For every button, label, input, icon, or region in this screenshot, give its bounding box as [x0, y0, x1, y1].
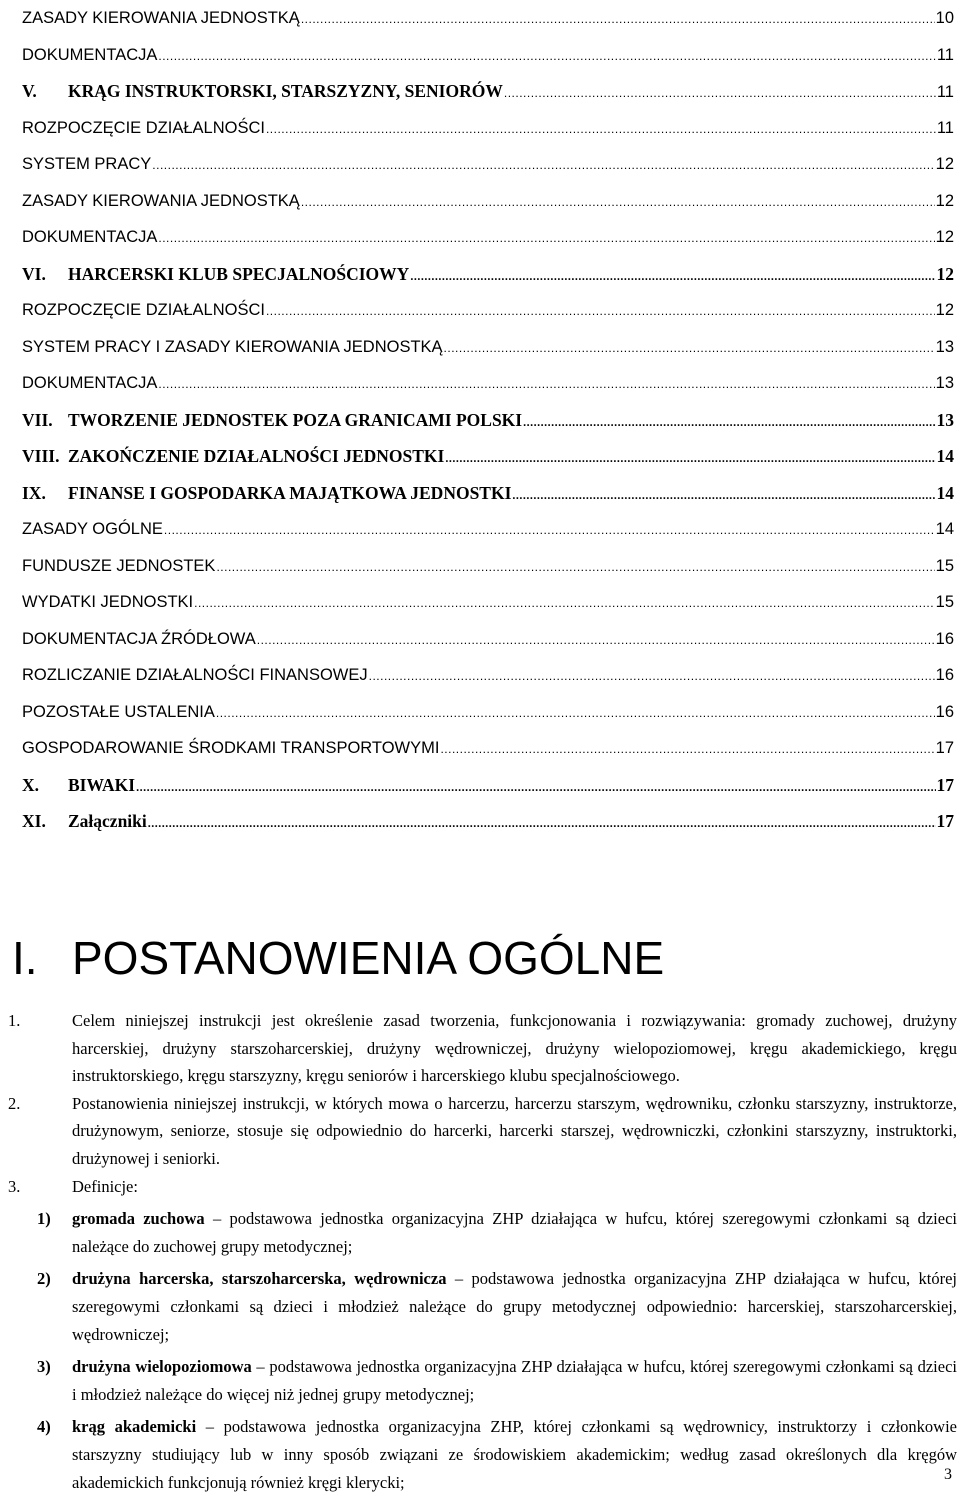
toc-entry[interactable] — [22, 694, 954, 731]
toc-leader-dots — [164, 512, 935, 549]
toc-entry-label: ROZLICZANIE DZIAŁALNOŚCI FINANSOWEJ — [22, 666, 368, 684]
toc-leader-dots — [440, 731, 934, 768]
toc-entry-page: 11 — [936, 83, 954, 101]
toc-leader-dots — [216, 549, 934, 586]
toc-entry[interactable] — [22, 511, 954, 548]
toc-leader-dots — [369, 658, 935, 695]
toc-entry-label: SYSTEM PRACY I ZASADY KIEROWANIA JEDNOSTKĄ — [22, 337, 443, 356]
toc-leader-dots — [504, 75, 936, 112]
toc-entry-number: VII. — [22, 409, 53, 430]
toc-leader-dots — [152, 147, 934, 184]
definition-number: 4) — [37, 1417, 51, 1437]
toc-entry-page: 15 — [935, 593, 954, 611]
toc-entry-label: WYDATKI JEDNOSTKI — [22, 593, 194, 611]
toc-leader-dots — [301, 184, 935, 221]
toc-entry-label: ZASADY OGÓLNE — [22, 520, 163, 538]
definition-item — [0, 1265, 960, 1348]
table-of-contents — [22, 0, 954, 840]
toc-entry-page: 16 — [935, 666, 954, 684]
toc-entry-label: FUNDUSZE JEDNOSTEK — [22, 556, 216, 575]
toc-leader-dots — [148, 805, 936, 842]
paragraph-text: Definicje: — [72, 1176, 138, 1196]
toc-entry-page: 13 — [935, 337, 954, 356]
toc-entry-page: 12 — [935, 228, 954, 246]
toc-entry[interactable] — [22, 73, 954, 110]
toc-entry-page: 15 — [935, 556, 954, 575]
definition-text: – podstawowa jednostka organizacyjna ZHP działająca w hufcu, której szeregowymi członkami są dzieci należące do zuchowej grupy metodycznej; — [72, 1209, 957, 1256]
toc-entry-label: ZAKOŃCZENIE DZIAŁALNOŚCI JEDNOSTKI — [68, 446, 445, 466]
toc-leader-dots — [257, 622, 935, 659]
toc-entry[interactable] — [22, 329, 954, 366]
section-heading — [12, 928, 664, 988]
toc-entry-number: VIII. — [22, 446, 60, 466]
toc-entry-number: VI. — [22, 263, 46, 284]
definition-term: drużyna wielopoziomowa — [72, 1357, 252, 1377]
toc-entry-page: 17 — [936, 811, 954, 831]
toc-entry-page: 12 — [935, 155, 954, 173]
toc-entry-page: 11 — [936, 45, 954, 64]
toc-entry-label: ROZPOCZĘCIE DZIAŁALNOŚCI — [22, 118, 265, 137]
toc-leader-dots — [216, 695, 935, 732]
toc-entry[interactable] — [22, 110, 954, 147]
toc-leader-dots — [444, 330, 935, 367]
toc-entry-page: 14 — [936, 446, 954, 466]
toc-entry-label: FINANSE I GOSPODARKA MAJĄTKOWA JEDNOSTKI — [68, 482, 512, 503]
definition-text: – podstawowa jednostka organizacyjna ZHP działająca w hufcu, której szeregowymi członkami są dzieci i młodzież należące do grupy metodycznej odpowiednio: harcerskiej, starszoharcerskiej, wędrowniczej; — [72, 1269, 957, 1344]
toc-entry-page: 10 — [935, 9, 954, 27]
toc-entry-page: 12 — [935, 191, 954, 210]
toc-leader-dots — [158, 220, 934, 257]
definition-number: 3) — [37, 1357, 51, 1377]
toc-leader-dots — [512, 477, 935, 514]
toc-entry-label: DOKUMENTACJA — [22, 45, 158, 64]
paragraph-number: 1. — [8, 1011, 21, 1030]
toc-entry-page: 16 — [935, 702, 954, 721]
toc-entry-page: 17 — [936, 774, 954, 795]
toc-entry[interactable] — [22, 584, 954, 621]
toc-entry-label: SYSTEM PRACY — [22, 155, 152, 173]
toc-entry[interactable] — [22, 292, 954, 329]
toc-entry[interactable] — [22, 146, 954, 183]
toc-leader-dots — [266, 111, 936, 148]
toc-entry-page: 13 — [936, 409, 954, 430]
definition-term: drużyna harcerska, starszoharcerska, wędrownicza — [72, 1269, 447, 1289]
toc-entry-page: 14 — [936, 482, 954, 503]
toc-entry[interactable] — [22, 256, 954, 293]
document-body — [0, 1007, 960, 1496]
definition-text: – podstawowa jednostka organizacyjna ZHP, której członkami są wędrownicy, instruktorzy i członkowie starszyzny studiujący lub w inny sposób związani ze środowiskiem akademickim; według zasad określonych dla kręgów akademickich funkcjonują również kręgi klerycki; — [72, 1417, 957, 1492]
toc-entry-number: IX. — [22, 482, 46, 503]
definition-term: krąg akademicki — [72, 1417, 197, 1437]
toc-entry-label: ZASADY KIEROWANIA JEDNOSTKĄ — [22, 9, 300, 27]
toc-leader-dots — [136, 769, 935, 806]
toc-leader-dots — [266, 293, 935, 330]
paragraph — [0, 1090, 960, 1173]
definition-text: – podstawowa jednostka organizacyjna ZHP działająca w hufcu, której szeregowymi członkami są dzieci i młodzież należące do więcej niż jednej grupy metodycznej; — [72, 1357, 957, 1404]
toc-entry-page: 14 — [935, 520, 954, 538]
toc-entry-number: V. — [22, 81, 37, 101]
definition-number: 2) — [37, 1269, 51, 1289]
toc-entry[interactable] — [22, 657, 954, 694]
definition-list — [0, 1205, 960, 1496]
toc-entry-label: ROZPOCZĘCIE DZIAŁALNOŚCI — [22, 301, 265, 319]
toc-leader-dots — [301, 1, 935, 38]
toc-leader-dots — [410, 258, 935, 295]
toc-entry-label: DOKUMENTACJA — [22, 374, 158, 392]
toc-entry[interactable] — [22, 803, 954, 840]
toc-entry-page: 11 — [936, 118, 954, 137]
toc-entry-page: 13 — [935, 374, 954, 392]
toc-leader-dots — [523, 404, 935, 441]
toc-leader-dots — [445, 440, 935, 477]
toc-entry-label: KRĄG INSTRUKTORSKI, STARSZYZNY, SENIORÓW — [68, 81, 503, 101]
paragraph — [0, 1007, 960, 1090]
paragraph-text: Postanowienia niniejszej instrukcji, w których mowa o harcerzu, harcerzu starszym, wędrowniku, członku starszyzny, instruktorze, drużynowym, seniorze, stosuje się odpowiednio do harcerki, harcerki starszej, wędrowniczki, członkini starszyzny, instruktorki, drużynowej i seniorki. — [72, 1093, 957, 1168]
toc-entry-label: BIWAKI — [68, 774, 136, 795]
toc-entry-page: 12 — [936, 263, 954, 284]
toc-entry[interactable] — [22, 767, 954, 804]
toc-entry-number: X. — [22, 774, 40, 795]
toc-entry-label: DOKUMENTACJA — [22, 228, 158, 246]
toc-entry-page: 17 — [935, 739, 954, 757]
section-number: I. — [12, 932, 38, 984]
toc-entry[interactable] — [22, 0, 954, 37]
toc-entry[interactable] — [22, 365, 954, 402]
definition-item — [0, 1205, 960, 1260]
section-title: POSTANOWIENIA OGÓLNE — [72, 932, 665, 984]
definition-item — [0, 1353, 960, 1408]
toc-entry-label: ZASADY KIEROWANIA JEDNOSTKĄ — [22, 191, 300, 210]
toc-entry[interactable] — [22, 548, 954, 585]
paragraph-number: 2. — [8, 1093, 21, 1113]
definition-item — [0, 1413, 960, 1496]
toc-entry-label: GOSPODAROWANIE ŚRODKAMI TRANSPORTOWYMI — [22, 739, 440, 757]
toc-entry-label: TWORZENIE JEDNOSTEK POZA GRANICAMI POLSKI — [68, 409, 523, 430]
toc-leader-dots — [158, 366, 934, 403]
toc-entry-label: DOKUMENTACJA ŹRÓDŁOWA — [22, 629, 256, 648]
toc-entry-label: POZOSTAŁE USTALENIA — [22, 702, 215, 721]
toc-entry[interactable] — [22, 730, 954, 767]
toc-entry-label: Załączniki — [68, 811, 147, 831]
toc-leader-dots — [194, 585, 935, 622]
toc-entry[interactable] — [22, 183, 954, 220]
toc-entry[interactable] — [22, 402, 954, 439]
definition-term: gromada zuchowa — [72, 1209, 205, 1229]
toc-entry[interactable] — [22, 438, 954, 475]
definition-number: 1) — [37, 1209, 51, 1229]
paragraph-number: 3. — [8, 1176, 21, 1196]
page-number: 3 — [944, 1466, 952, 1483]
toc-entry-number: XI. — [22, 811, 46, 831]
paragraph-text: Celem niniejszej instrukcji jest określenie zasad tworzenia, funkcjonowania i rozwiązywania: gromady zuchowej, drużyny harcerskiej, drużyny starszoharcerskiej, drużyny wędrowniczej, drużyny wielopoziomowej, kręgu akademickiego, kręgu instruktorskiego, kręgu starszyzny, kręgu seniorów i harcerskiego klubu specjalnościowego. — [72, 1011, 957, 1086]
toc-entry[interactable] — [22, 475, 954, 512]
toc-entry-page: 12 — [935, 301, 954, 319]
toc-entry-page: 16 — [935, 629, 954, 648]
paragraph — [0, 1173, 960, 1201]
toc-entry[interactable] — [22, 37, 954, 74]
toc-entry[interactable] — [22, 621, 954, 658]
toc-leader-dots — [158, 38, 935, 75]
toc-entry[interactable] — [22, 219, 954, 256]
toc-entry-label: HARCERSKI KLUB SPECJALNOŚCIOWY — [68, 263, 410, 284]
